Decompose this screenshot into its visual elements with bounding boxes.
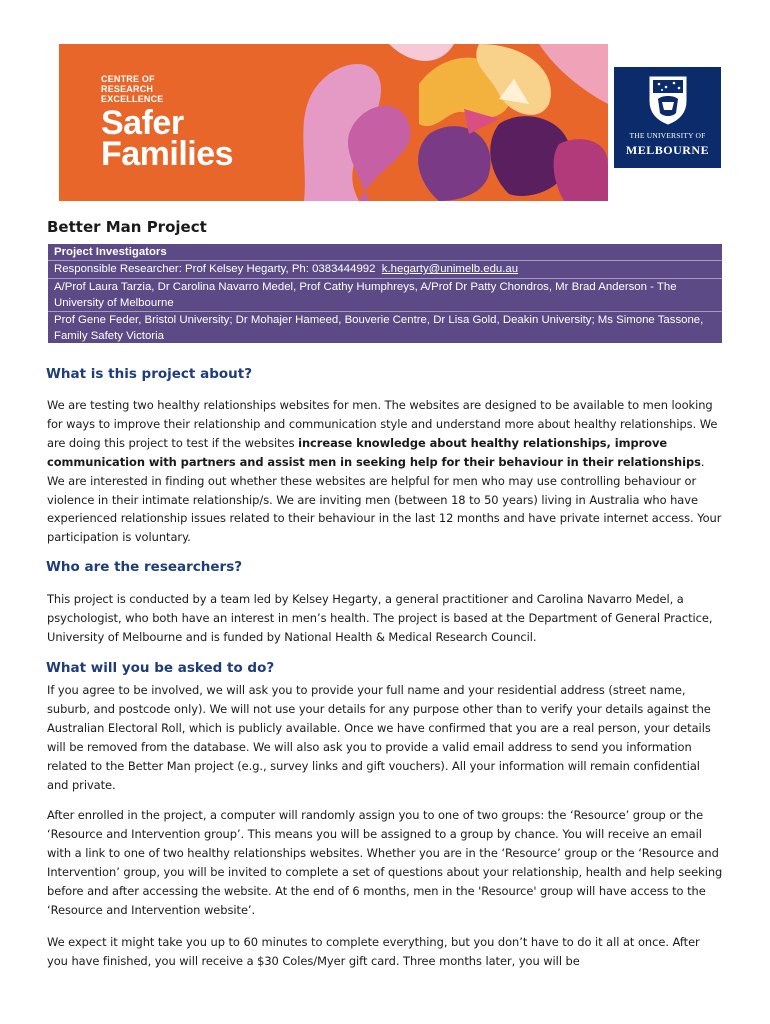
asked-heading: What will you be asked to do? bbox=[46, 660, 275, 676]
responsible-researcher-text: Responsible Researcher: Prof Kelsey Hegarty, Ph: 0383444992 bbox=[54, 263, 376, 276]
about-text-bold: increase knowledge about healthy relationships, improve communication with partners and assist men in seeking help for their behaviour in their relationships bbox=[47, 435, 701, 469]
melbourne-investigators: A/Prof Laura Tarzia, Dr Carolina Navarro Medel, Prof Cathy Humphreys, A/Prof Dr Patty Chondros, Mr Brad Anderson - The University of Melbourne bbox=[48, 279, 722, 313]
university-name-line1: THE UNIVERSITY OF bbox=[629, 131, 706, 140]
researchers-heading: Who are the researchers? bbox=[46, 559, 243, 575]
asked-paragraph-2: After enrolled in the project, a computer will randomly assign you to one of two groups: the ‘Resource’ group or the ‘Resource and Intervention group’. This means you will be assigned to a group by chance. You will receive an email with a link to one of two healthy relationships websites. Whether you are in the ‘Resource’ group or the ‘Resource and Intervention’ group, you will be invited to complete a set of questions about your relationship, health and help seeking before and after accessing the website. At the end of 6 months, men in the 'Resource' group will have access to the ‘Resource and Intervention website’. bbox=[47, 808, 723, 917]
other-investigators: Prof Gene Feder, Bristol University; Dr Mohajer Hameed, Bouverie Centre, Dr Lisa Gold, Deakin University; Ms Simone Tassone, Family Safety Victoria bbox=[54, 314, 704, 343]
asked-paragraph-3: We expect it might take you up to 60 minutes to complete everything, but you don’t have to do it all at once. After you have finished, you will receive a $30 Coles/Myer gift card. Three months later, you will be bbox=[47, 935, 700, 968]
crest-icon bbox=[648, 75, 688, 125]
investigators-box bbox=[48, 244, 722, 343]
university-of-melbourne-logo bbox=[614, 67, 721, 168]
investigators-heading: Project Investigators bbox=[48, 244, 722, 261]
responsible-researcher bbox=[48, 261, 722, 278]
banner-cre-line2: RESEARCH bbox=[101, 84, 154, 94]
asked-paragraph-1: If you agree to be involved, we will ask you to provide your full name and your residential address (street name, suburb, and postcode only). We will not use your details for any purpose other than to verify your details against the Australian Electoral Roll, which is publicly available. Once we have confirmed that you are a real person, your details will be removed from the database. We will also ask you to provide a valid email address to send you information related to the Better Man project (e.g., survey links and gift vouchers). All your information will remain confidential and private. bbox=[47, 683, 711, 792]
about-text-1: We are testing two healthy relationships websites for men. The websites are designed to be available to men looking for ways to improve their relationship and communication style and understand more about healthy relationships. We are doing this project to test if the websites bbox=[47, 398, 718, 450]
about-paragraph bbox=[47, 396, 723, 547]
researchers-paragraph: This project is conducted by a team led by Kelsey Hegarty, a general practitioner and Carolina Navarro Medel, a psychologist, who both have an interest in men’s health. The project is based at the Department of General Practice, University of Melbourne and is funded by National Health & Medical Research Council. bbox=[47, 592, 713, 644]
banner-cre-line1: CENTRE OF bbox=[101, 74, 155, 84]
banner-cre-line3: EXCELLENCE bbox=[101, 94, 164, 104]
about-heading: What is this project about? bbox=[46, 366, 253, 382]
about-text-2: . We are interested in finding out whether these websites are helpful for men who may use controlling behaviour or violence in their intimate relationship/s. We are inviting men (between 18 to 50 years) living in Australia who have experienced relationship issues related to their behaviour in the last 12 months and have private internet access. Your participation is voluntary. bbox=[47, 454, 722, 545]
project-title: Better Man Project bbox=[47, 218, 207, 236]
researcher-email-link[interactable]: k.hegarty@unimelb.edu.au bbox=[381, 263, 519, 276]
safer-families-banner bbox=[59, 44, 608, 201]
banner-brand-line2: Families bbox=[101, 135, 234, 173]
university-name-line2: MELBOURNE bbox=[625, 143, 710, 157]
banner-brand-line1: Safer bbox=[101, 104, 184, 142]
